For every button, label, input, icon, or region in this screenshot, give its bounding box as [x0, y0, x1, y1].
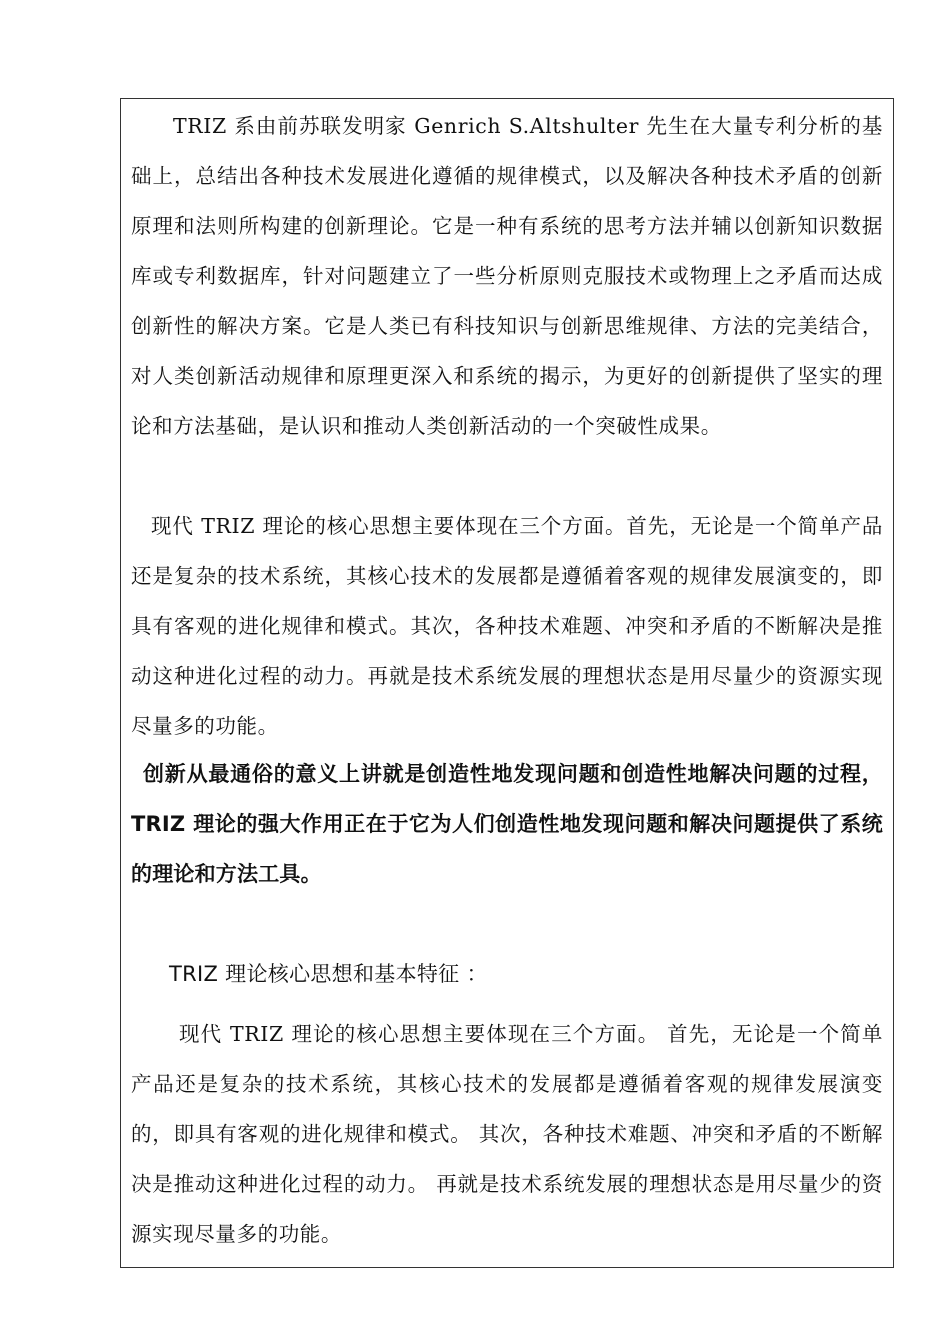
paragraph-innovation-bold: 创新从最通俗的意义上讲就是创造性地发现问题和创造性地解决问题的过程，TRIZ 理论的强大作用正在于它为人们创造性地发现问题和解决问题提供了系统的理论和方法工具。 — [131, 762, 883, 886]
section-heading: TRIZ 理论核心思想和基本特征 ： — [169, 962, 488, 986]
paragraph-core-ideas-repeat: 现代 TRIZ 理论的核心思想主要体现在三个方面。 首先，无论是一个简单产品还是复杂的技术系统，其核心技术的发展都是遵循着客观的规律发展演变的，即具有客观的进化规律和模式。 其次，各种技术难题、冲突和矛盾的不断解决是推动这种进化过程的动力。 再就是技术系统发展的理想状态是用尽量少的资源实现尽量多的功能。 — [131, 1022, 883, 1246]
document-frame — [120, 98, 894, 1268]
paragraph-triz-intro: TRIZ 系由前苏联发明家 Genrich S.Altshulter 先生在大量专利分析的基础上，总结出各种技术发展进化遵循的规律模式，以及解决各种技术矛盾的创新原理和法则所构建的创新理论。它是一种有系统的思考方法并辅以创新知识数据库或专利数据库，针对问题建立了一些分析原则克服技术或物理上之矛盾而达成创新性的解决方案。它是人类已有科技知识与创新思维规律、方法的完美结合，对人类创新活动规律和原理更深入和系统的揭示，为更好的创新提供了坚实的理论和方法基础，是认识和推动人类创新活动的一个突破性成果。 — [131, 114, 883, 438]
paragraph-core-ideas: 现代 TRIZ 理论的核心思想主要体现在三个方面。首先，无论是一个简单产品还是复杂的技术系统，其核心技术的发展都是遵循着客观的规律发展演变的，即具有客观的进化规律和模式。其次，各种技术难题、冲突和矛盾的不断解决是推动这种进化过程的动力。再就是技术系统发展的理想状态是用尽量少的资源实现尽量多的功能。 — [131, 514, 883, 738]
